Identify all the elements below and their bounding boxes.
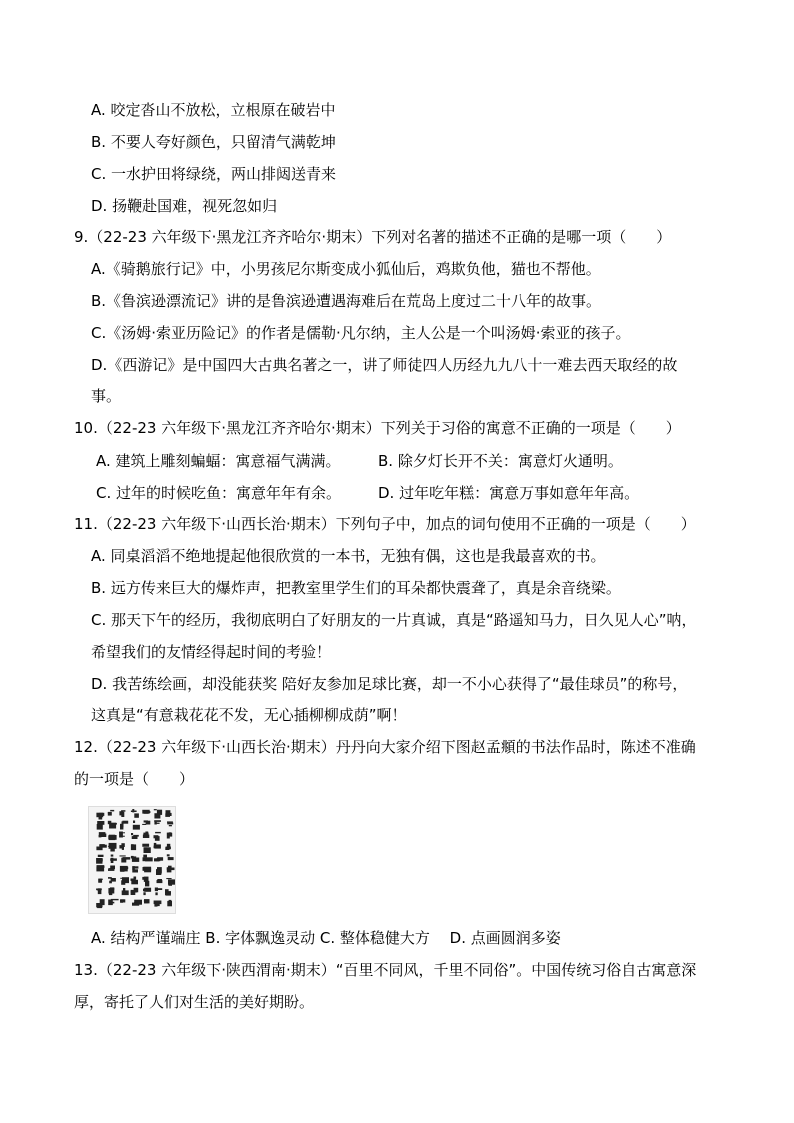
brush-stroke (168, 866, 172, 868)
brush-stroke (168, 879, 175, 884)
brush-stroke (109, 843, 117, 849)
brush-stroke (157, 880, 162, 883)
brush-stroke (144, 847, 147, 852)
brush-stroke (108, 868, 114, 869)
brush-stroke (154, 820, 161, 822)
brush-stroke (133, 825, 140, 830)
brush-stroke (133, 835, 139, 837)
brush-stroke (157, 857, 163, 861)
brush-stroke (108, 821, 112, 824)
q10-option-a: A. 建筑上雕刻蝙蝠：寓意福气满满。 (96, 452, 341, 470)
brush-stroke (167, 823, 173, 825)
brush-stroke (108, 869, 114, 871)
q12-options: A. 结构严谨端庄 B. 字体飘逸灵动 C. 整体稳健大方 D. 点画圆润多姿 (91, 929, 561, 947)
q11-option-d-cont: 这真是“有意栽花花不发，无心插柳柳成荫”啊！ (91, 706, 407, 724)
brush-stroke (99, 845, 107, 848)
brush-stroke (144, 877, 149, 882)
q9-option-c: C.《汤姆·索亚历险记》的作者是儒勒·凡尔纳，主人公是一个叫汤姆·索亚的孩子。 (91, 324, 631, 342)
brush-stroke (108, 900, 113, 906)
brush-stroke (134, 888, 139, 893)
brush-stroke (131, 833, 133, 835)
q10-options-row-1 (96, 451, 623, 471)
brush-stroke (165, 892, 171, 895)
brush-stroke (167, 844, 170, 849)
q8-option-c: C. 一水护田将绿绕，两山排闼送青来 (91, 165, 337, 183)
q8-option-d: D. 扬鞭赴国难，视死忽如归 (91, 197, 278, 215)
brush-stroke (132, 858, 139, 862)
brush-stroke (96, 903, 102, 907)
brush-stroke (133, 821, 135, 824)
brush-stroke (121, 858, 126, 863)
brush-stroke (144, 888, 151, 892)
brush-stroke (111, 858, 114, 863)
brush-stroke (122, 846, 124, 850)
brush-stroke (142, 844, 149, 847)
brush-stroke (155, 892, 157, 895)
brush-stroke (121, 810, 125, 812)
brush-stroke (97, 821, 104, 825)
q12-stem-cont: 的一项是（ ） (74, 770, 195, 788)
brush-stroke (96, 867, 104, 872)
brush-stroke (108, 877, 112, 879)
brush-stroke (120, 901, 123, 903)
q10-option-c: C. 过年的时候吃鱼：寓意年年有余。 (96, 484, 342, 502)
brush-stroke (120, 824, 123, 830)
brush-stroke (121, 880, 125, 885)
brush-stroke (111, 823, 117, 825)
q11-option-a: A. 同桌滔滔不绝地提起他很欣赏的一本书，无独有偶，这也是我最喜欢的书。 (91, 547, 606, 565)
brush-stroke (120, 870, 124, 872)
brush-stroke (131, 879, 135, 881)
brush-stroke (144, 820, 148, 822)
brush-stroke (143, 835, 149, 839)
brush-stroke (155, 888, 158, 892)
brush-stroke (132, 869, 138, 872)
brush-stroke (99, 879, 102, 883)
q12-stem: 12.（22-23 六年级下·山西长治·期末）丹丹向大家介绍下图赵孟頫的书法作品时，陈述不准确 (74, 738, 696, 756)
brush-stroke (99, 814, 103, 820)
q10-option-d: D. 过年吃年糕：寓意万事如意年年高。 (378, 484, 640, 502)
brush-stroke (167, 833, 170, 839)
q9-option-d-cont: 事。 (91, 387, 122, 405)
q10-option-b: B. 除夕灯长开不关：寓意灯火通明。 (378, 452, 623, 470)
brush-stroke (155, 832, 161, 833)
brush-stroke (168, 902, 170, 904)
brush-stroke (111, 835, 117, 840)
brush-stroke (166, 878, 171, 879)
brush-stroke (157, 810, 162, 815)
brush-stroke (132, 866, 135, 870)
q9-option-a: A.《骑鹅旅行记》中，小男孩尼尔斯变成小狐仙后，鸡欺负他，猫也不帮他。 (91, 260, 601, 278)
q13-stem: 13.（22-23 六年级下·陕西渭南·期末）“百里不同风，千里不同俗”。中国传统习俗自古寓意深 (74, 961, 697, 979)
brush-stroke (154, 809, 157, 810)
brush-stroke (144, 812, 149, 814)
brush-stroke (155, 836, 160, 841)
calligraphy-image (88, 806, 176, 914)
brush-stroke (156, 869, 161, 875)
brush-stroke (168, 857, 170, 860)
brush-stroke (97, 824, 103, 830)
q11-option-c-cont: 希望我们的友情经得起时间的考验！ (91, 643, 332, 661)
brush-stroke (143, 855, 147, 858)
brush-stroke (123, 888, 125, 893)
brush-stroke (132, 903, 139, 906)
q11-option-d: D. 我苦练绘画，却没能获奖 陪好友参加足球比赛，却一不小心获得了“最佳球员”的称号， (91, 675, 688, 693)
brush-stroke (143, 857, 147, 861)
brush-stroke (99, 834, 106, 838)
q11-option-b: B. 远方传来巨大的爆炸声，把教室里学生们的耳朵都快震聋了，真是余音绕梁。 (91, 579, 621, 597)
brush-stroke (143, 892, 145, 895)
q9-stem: 9.（22-23 六年级下·黑龙江齐齐哈尔·期末）下列对名著的描述不正确的是哪一项（ ） (74, 228, 672, 246)
q9-option-d: D.《西游记》是中国四大古典名著之一，讲了师徒四人历经九九八十一难去西天取经的故 (91, 356, 678, 374)
brush-stroke (134, 813, 139, 817)
brush-stroke (131, 811, 137, 813)
brush-stroke (169, 825, 172, 826)
brush-stroke (111, 855, 114, 857)
brush-stroke (156, 901, 160, 907)
brush-stroke (154, 822, 156, 825)
brush-stroke (144, 899, 150, 903)
brush-stroke (167, 854, 170, 856)
brush-stroke (122, 867, 128, 870)
brush-stroke (131, 844, 134, 846)
brush-stroke (119, 811, 123, 815)
brush-stroke (98, 888, 102, 894)
q8-option-b: B. 不要人夸好颜色，只留清气满乾坤 (91, 133, 336, 151)
q11-stem: 11.（22-23 六年级下·山西长治·期末）下列句子中，加点的词句使用不正确的一项是（ ） (74, 515, 696, 533)
brush-stroke (120, 855, 126, 856)
brush-stroke (119, 832, 123, 838)
q8-option-a: A. 咬定沓山不放松，立根原在破岩中 (91, 101, 336, 119)
brush-stroke (167, 821, 173, 822)
brush-stroke (98, 855, 104, 857)
brush-stroke (145, 857, 153, 861)
brush-stroke (108, 812, 112, 816)
brush-stroke (122, 821, 128, 824)
brush-stroke (108, 888, 114, 893)
brush-stroke (142, 824, 146, 825)
q9-option-b: B.《鲁滨逊漂流记》讲的是鲁滨逊遭遇海难后在荒岛上度过二十八年的故事。 (91, 292, 602, 310)
q11-option-c: C. 那天下午的经历，我彻底明白了好朋友的一片真诚，真是“路遥知马力，日久见人心”呐， (91, 611, 697, 629)
q10-options-row-2 (96, 483, 639, 503)
brush-stroke (166, 813, 172, 816)
q13-stem-cont: 厚，寄托了人们对生活的美好期盼。 (74, 993, 315, 1011)
brush-stroke (144, 868, 151, 873)
calligraphy-drawing (89, 807, 175, 913)
brush-stroke (167, 867, 172, 872)
brush-stroke (96, 858, 102, 864)
q10-stem: 10.（22-23 六年级下·黑龙江齐齐哈尔·期末）下列关于习俗的寓意不正确的一项是（ ） (74, 419, 681, 437)
brush-stroke (154, 846, 157, 849)
brush-stroke (110, 810, 114, 812)
